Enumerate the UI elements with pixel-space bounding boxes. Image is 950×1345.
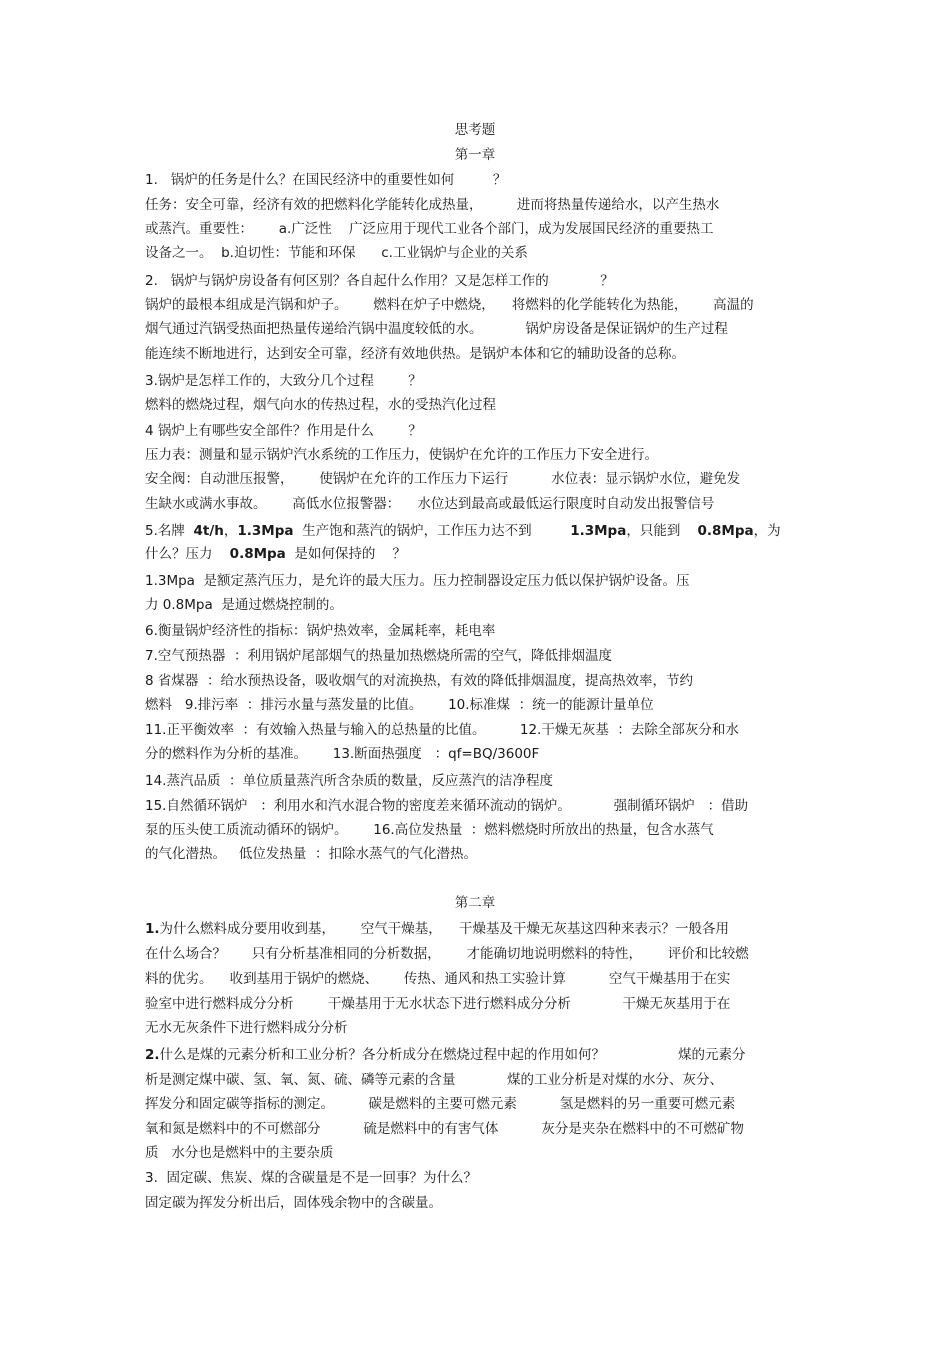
- text-line: 15.自然循环锅炉 ：利用水和汽水混合物的密度差来循环流动的锅炉。 强制循环锅炉 ：借助: [145, 798, 749, 814]
- question-number: 2.: [145, 1047, 160, 1063]
- text-line-q1: [145, 920, 729, 938]
- text-line: 固定碳为挥发分析出后，固体残余物中的含碳量。: [145, 1195, 442, 1211]
- text-line-q2: [145, 1046, 745, 1064]
- document-title: 思考题: [454, 122, 496, 138]
- text-line-q5-cont: [145, 545, 406, 563]
- text-run: 生产饱和蒸汽的锅炉，工作压力达不到: [293, 523, 571, 539]
- text-line: 力 0.8Mpa 是通过燃烧控制的。: [145, 597, 343, 613]
- text-line: 1. 锅炉的任务是什么？在国民经济中的重要性如何 ？: [145, 172, 507, 188]
- bold-value: 1.3Mpa: [570, 523, 627, 539]
- bold-value: 0.8Mpa: [229, 546, 286, 562]
- text-run: 什么是煤的元素分析和工业分析？各分析成分在燃烧过程中起的作用如何？ 煤的元素分: [159, 1047, 746, 1063]
- text-line: 的气化潜热。 低位发热量 ：扣除水蒸气的气化潜热。: [145, 846, 477, 862]
- text-line: 无水无灰条件下进行燃料成分分析: [145, 1020, 348, 1036]
- question-number: 1.: [145, 921, 160, 937]
- text-run: 5.名牌: [145, 523, 194, 539]
- text-line: 8 省煤器 ：给水预热设备，吸收烟气的对流换热，有效的降低排烟温度，提高热效率，节约: [145, 673, 693, 689]
- chapter-2-heading: 第二章: [454, 895, 496, 911]
- text-run: 为什么燃料成分要用收到基， 空气干燥基， 干燥基及干燥无灰基这四种来表示？一般各用: [159, 921, 729, 937]
- text-line: 3. 固定碳、焦炭、煤的含碳量是不是一回事？为什么？: [145, 1170, 477, 1186]
- text-line: 料的优劣。 收到基用于锅炉的燃烧、 传热、通风和热工实验计算 空气干燥基用于在实: [145, 971, 731, 987]
- text-line: 11.正平衡效率 ：有效输入热量与输入的总热量的比值。 12.干燥无灰基 ：去除全部灰分和水: [145, 722, 739, 738]
- text-line: 泵的压头使工质流动循环的锅炉。 16.高位发热量 ：燃料燃烧时所放出的热量，包含水蒸气: [145, 822, 714, 838]
- text-line: 质 水分也是燃料中的主要杂质: [145, 1145, 334, 1161]
- text-run: 是如何保持的 ？: [285, 546, 407, 562]
- chapter-1-heading: 第一章: [454, 147, 496, 163]
- text-line: 烟气通过汽锅受热面把热量传递给汽锅中温度较低的水。 锅炉房设备是保证锅炉的生产过程: [145, 321, 728, 337]
- text-line: 设备之一。 b.迫切性：节能和环保 c.工业锅炉与企业的关系: [145, 245, 528, 261]
- text-line: 在什么场合？ 只有分析基准相同的分析数据， 才能确切地说明燃料的特性， 评价和比较燃: [145, 946, 749, 962]
- text-line: 能连续不断地进行，达到安全可靠，经济有效地供热。是锅炉本体和它的辅助设备的总称。: [145, 346, 685, 362]
- text-line: 1.3Mpa 是额定蒸汽压力，是允许的最大压力。压力控制器设定压力低以保护锅炉设备。压: [145, 573, 690, 589]
- text-line: 6.衡量锅炉经济性的指标：锅炉热效率，金属耗率，耗电率: [145, 623, 496, 639]
- bold-value: 0.8Mpa: [697, 523, 754, 539]
- text-line: 14.蒸汽品质 ：单位质量蒸汽所含杂质的数量，反应蒸汽的洁净程度: [145, 773, 554, 789]
- text-line: 分的燃料作为分析的基准。 13.断面热强度 ：qf=BQ/3600F: [145, 746, 540, 762]
- bold-value: 1.3Mpa: [237, 523, 294, 539]
- text-run: ，只能到: [626, 523, 698, 539]
- text-line: 燃料的燃烧过程，烟气向水的传热过程，水的受热汽化过程: [145, 397, 496, 413]
- text-run: ，为: [753, 523, 781, 539]
- text-run: ，: [223, 523, 238, 539]
- text-line: 任务：安全可靠，经济有效的把燃料化学能转化成热量， 进而将热量传递给水，以产生热水: [145, 197, 720, 213]
- text-line: 2. 锅炉与锅炉房设备有何区别？各自起什么作用？又是怎样工作的 ？: [145, 273, 614, 289]
- text-line: 压力表：测量和显示锅炉汽水系统的工作压力，使锅炉在允许的工作压力下安全进行。: [145, 447, 658, 463]
- text-line: 验室中进行燃料成分分析 干燥基用于无水状态下进行燃料成分分析 干燥无灰基用于在: [145, 996, 731, 1012]
- text-line-q5: [145, 522, 781, 540]
- text-line: 锅炉的最根本组成是汽锅和炉子。 燃料在炉子中燃烧， 将燃料的化学能转化为热能， 高温的: [145, 297, 754, 313]
- text-line: 安全阀：自动泄压报警， 使锅炉在允许的工作压力下运行 水位表：显示锅炉水位，避免发: [145, 471, 741, 487]
- text-line: 3.锅炉是怎样工作的，大致分几个过程 ？: [145, 373, 422, 389]
- text-line: 氧和氮是燃料中的不可燃部分 硫是燃料中的有害气体 灰分是夹杂在燃料中的不可燃矿物: [145, 1121, 744, 1137]
- text-line: 4 锅炉上有哪些安全部件？作用是什么 ？: [145, 423, 422, 439]
- text-line: 挥发分和固定碳等指标的测定。 碳是燃料的主要可燃元素 氢是燃料的另一重要可燃元素: [145, 1096, 736, 1112]
- text-run: 什么？压力: [145, 546, 230, 562]
- text-line: 7.空气预热器 ：利用锅炉尾部烟气的热量加热燃烧所需的空气，降低排烟温度: [145, 648, 612, 664]
- text-line: 生缺水或满水事故。 高低水位报警器： 水位达到最高或最低运行限度时自动发出报警信号: [145, 496, 715, 512]
- bold-value: 4t/h: [193, 523, 224, 539]
- text-line: 析是测定煤中碳、氢、氧、氮、硫、磷等元素的含量 煤的工业分析是对煤的水分、灰分、: [145, 1072, 723, 1088]
- text-line: 燃料 9.排污率 ：排污水量与蒸发量的比值。 10.标准煤 ：统一的能源计量单位: [145, 697, 654, 713]
- text-line: 或蒸汽。重要性： a.广泛性 广泛应用于现代工业各个部门，成为发展国民经济的重要热工: [145, 221, 714, 237]
